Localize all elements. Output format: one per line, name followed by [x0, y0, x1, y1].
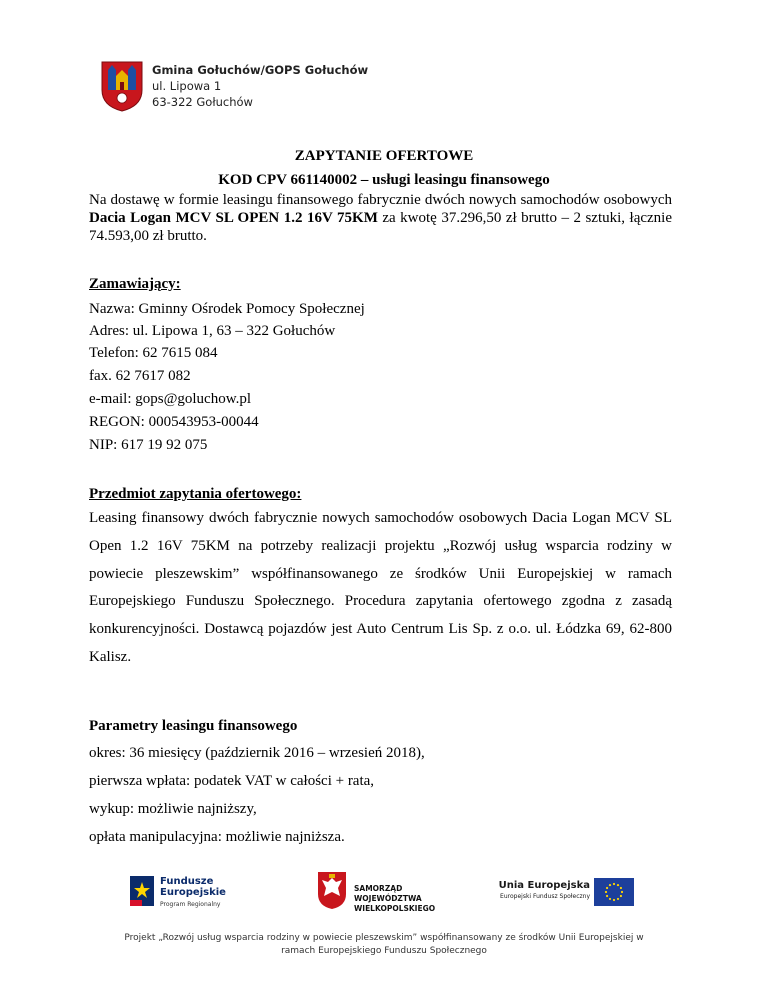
eu-flag-icon — [594, 878, 634, 906]
eu-star — [617, 884, 619, 886]
fe-line1: Fundusze — [160, 876, 214, 887]
ordering-party-email: e-mail: gops@goluchow.pl — [89, 391, 251, 407]
ordering-party-name: Nazwa: Gminny Ośrodek Pomocy Społecznej — [89, 301, 365, 317]
sw-line1: SAMORZĄD WOJEWÓDZTWA — [354, 884, 422, 903]
intro-text-before: Na dostawę w formie leasingu finansowego fabrycznie dwóch nowych samochodów osobowych — [89, 192, 672, 208]
intro-car-model: Dacia Logan MCV SL OPEN 1.2 16V 75KM — [89, 210, 378, 226]
eu-star — [605, 891, 607, 893]
intro-paragraph — [89, 191, 672, 245]
fe-line3: Program Regionalny — [160, 901, 221, 908]
letterhead-city: 63-322 Gołuchów — [152, 95, 253, 109]
ordering-party-nip: NIP: 617 19 92 075 — [89, 437, 208, 453]
unia-europejska-logo — [494, 876, 644, 916]
letterhead-org: Gmina Gołuchów/GOPS Gołuchów — [152, 63, 369, 77]
subject-paragraph: Leasing finansowy dwóch fabrycznie nowych samochodów osobowych Dacia Logan MCV SL Open 1.2 16V 75KM na potrzeby realizacji projektu „Rozwój usług wsparcia rodziny w powiecie pleszewskim” współfinansowanego ze środków Unii Europejskiej w ramach Europejskiego Funduszu Społecznego. Procedura zapytania ofertowego zgodna z zasadą konkurencyjności. Dostawcą pojazdów jest Auto Centrum Lis Sp. z o.o. ul. Łódzka 69, 62-800 Kalisz. — [89, 510, 672, 665]
ue-line1: Unia Europejska — [498, 880, 590, 891]
ordering-party-phone: Telefon: 62 7615 084 — [89, 345, 218, 361]
ordering-party-fax: fax. 62 7617 082 — [89, 368, 191, 384]
document-title: ZAPYTANIE OFERTOWE — [294, 148, 474, 164]
parameters-heading: Parametry leasingu finansowego — [89, 718, 298, 734]
eu-star — [609, 898, 611, 900]
eu-star — [621, 891, 623, 893]
ordering-party-heading: Zamawiający: — [89, 276, 181, 292]
eu-star — [620, 895, 622, 897]
footer-line2: ramach Europejskiego Funduszu Społecznego — [281, 946, 487, 956]
ordering-party-regon: REGON: 000543953-00044 — [89, 414, 259, 430]
document-subtitle: KOD CPV 661140002 – usługi leasingu finansowego — [218, 172, 550, 188]
letterhead-address — [152, 62, 368, 110]
eu-star — [617, 898, 619, 900]
gmina-crest-icon — [100, 60, 144, 112]
eu-star — [606, 895, 608, 897]
parameter-buyout: wykup: możliwie najniższy, — [89, 801, 257, 817]
eu-star — [609, 884, 611, 886]
footer-line1: Projekt „Rozwój usług wsparcia rodziny w powiecie pleszewskim” współfinansowany ze środków Unii Europejskiej w — [124, 933, 644, 943]
project-footer — [60, 932, 708, 958]
sw-line2: WIELKOPOLSKIEGO — [354, 904, 436, 913]
fundusze-europejskie-logo — [128, 874, 248, 914]
parameter-handling-fee: opłata manipulacyjna: możliwie najniższa. — [89, 829, 345, 845]
parameter-period: okres: 36 miesięcy (październik 2016 – wrzesień 2018), — [89, 745, 425, 761]
letterhead-street: ul. Lipowa 1 — [152, 79, 222, 93]
ordering-party-address: Adres: ul. Lipowa 1, 63 – 322 Gołuchów — [89, 323, 336, 339]
eu-star — [613, 899, 615, 901]
ue-line2: Europejski Fundusz Społeczny — [500, 893, 590, 900]
samorzad-wojewodztwa-logo — [316, 870, 456, 920]
eu-star — [606, 887, 608, 889]
wielkopolska-eagle-icon — [316, 870, 348, 910]
fe-line2: Europejskie — [160, 887, 226, 898]
parameter-first-payment: pierwsza wpłata: podatek VAT w całości + rata, — [89, 773, 375, 789]
subject-heading: Przedmiot zapytania ofertowego: — [89, 486, 302, 502]
fundusze-europejskie-star-icon — [128, 874, 156, 908]
intro-text-after: za kwotę 37.296,50 zł brutto – 2 sztuki, łącznie 74.593,00 zł brutto. — [89, 210, 672, 244]
eu-star — [620, 887, 622, 889]
eu-star — [613, 883, 615, 885]
funding-logos — [0, 870, 768, 920]
